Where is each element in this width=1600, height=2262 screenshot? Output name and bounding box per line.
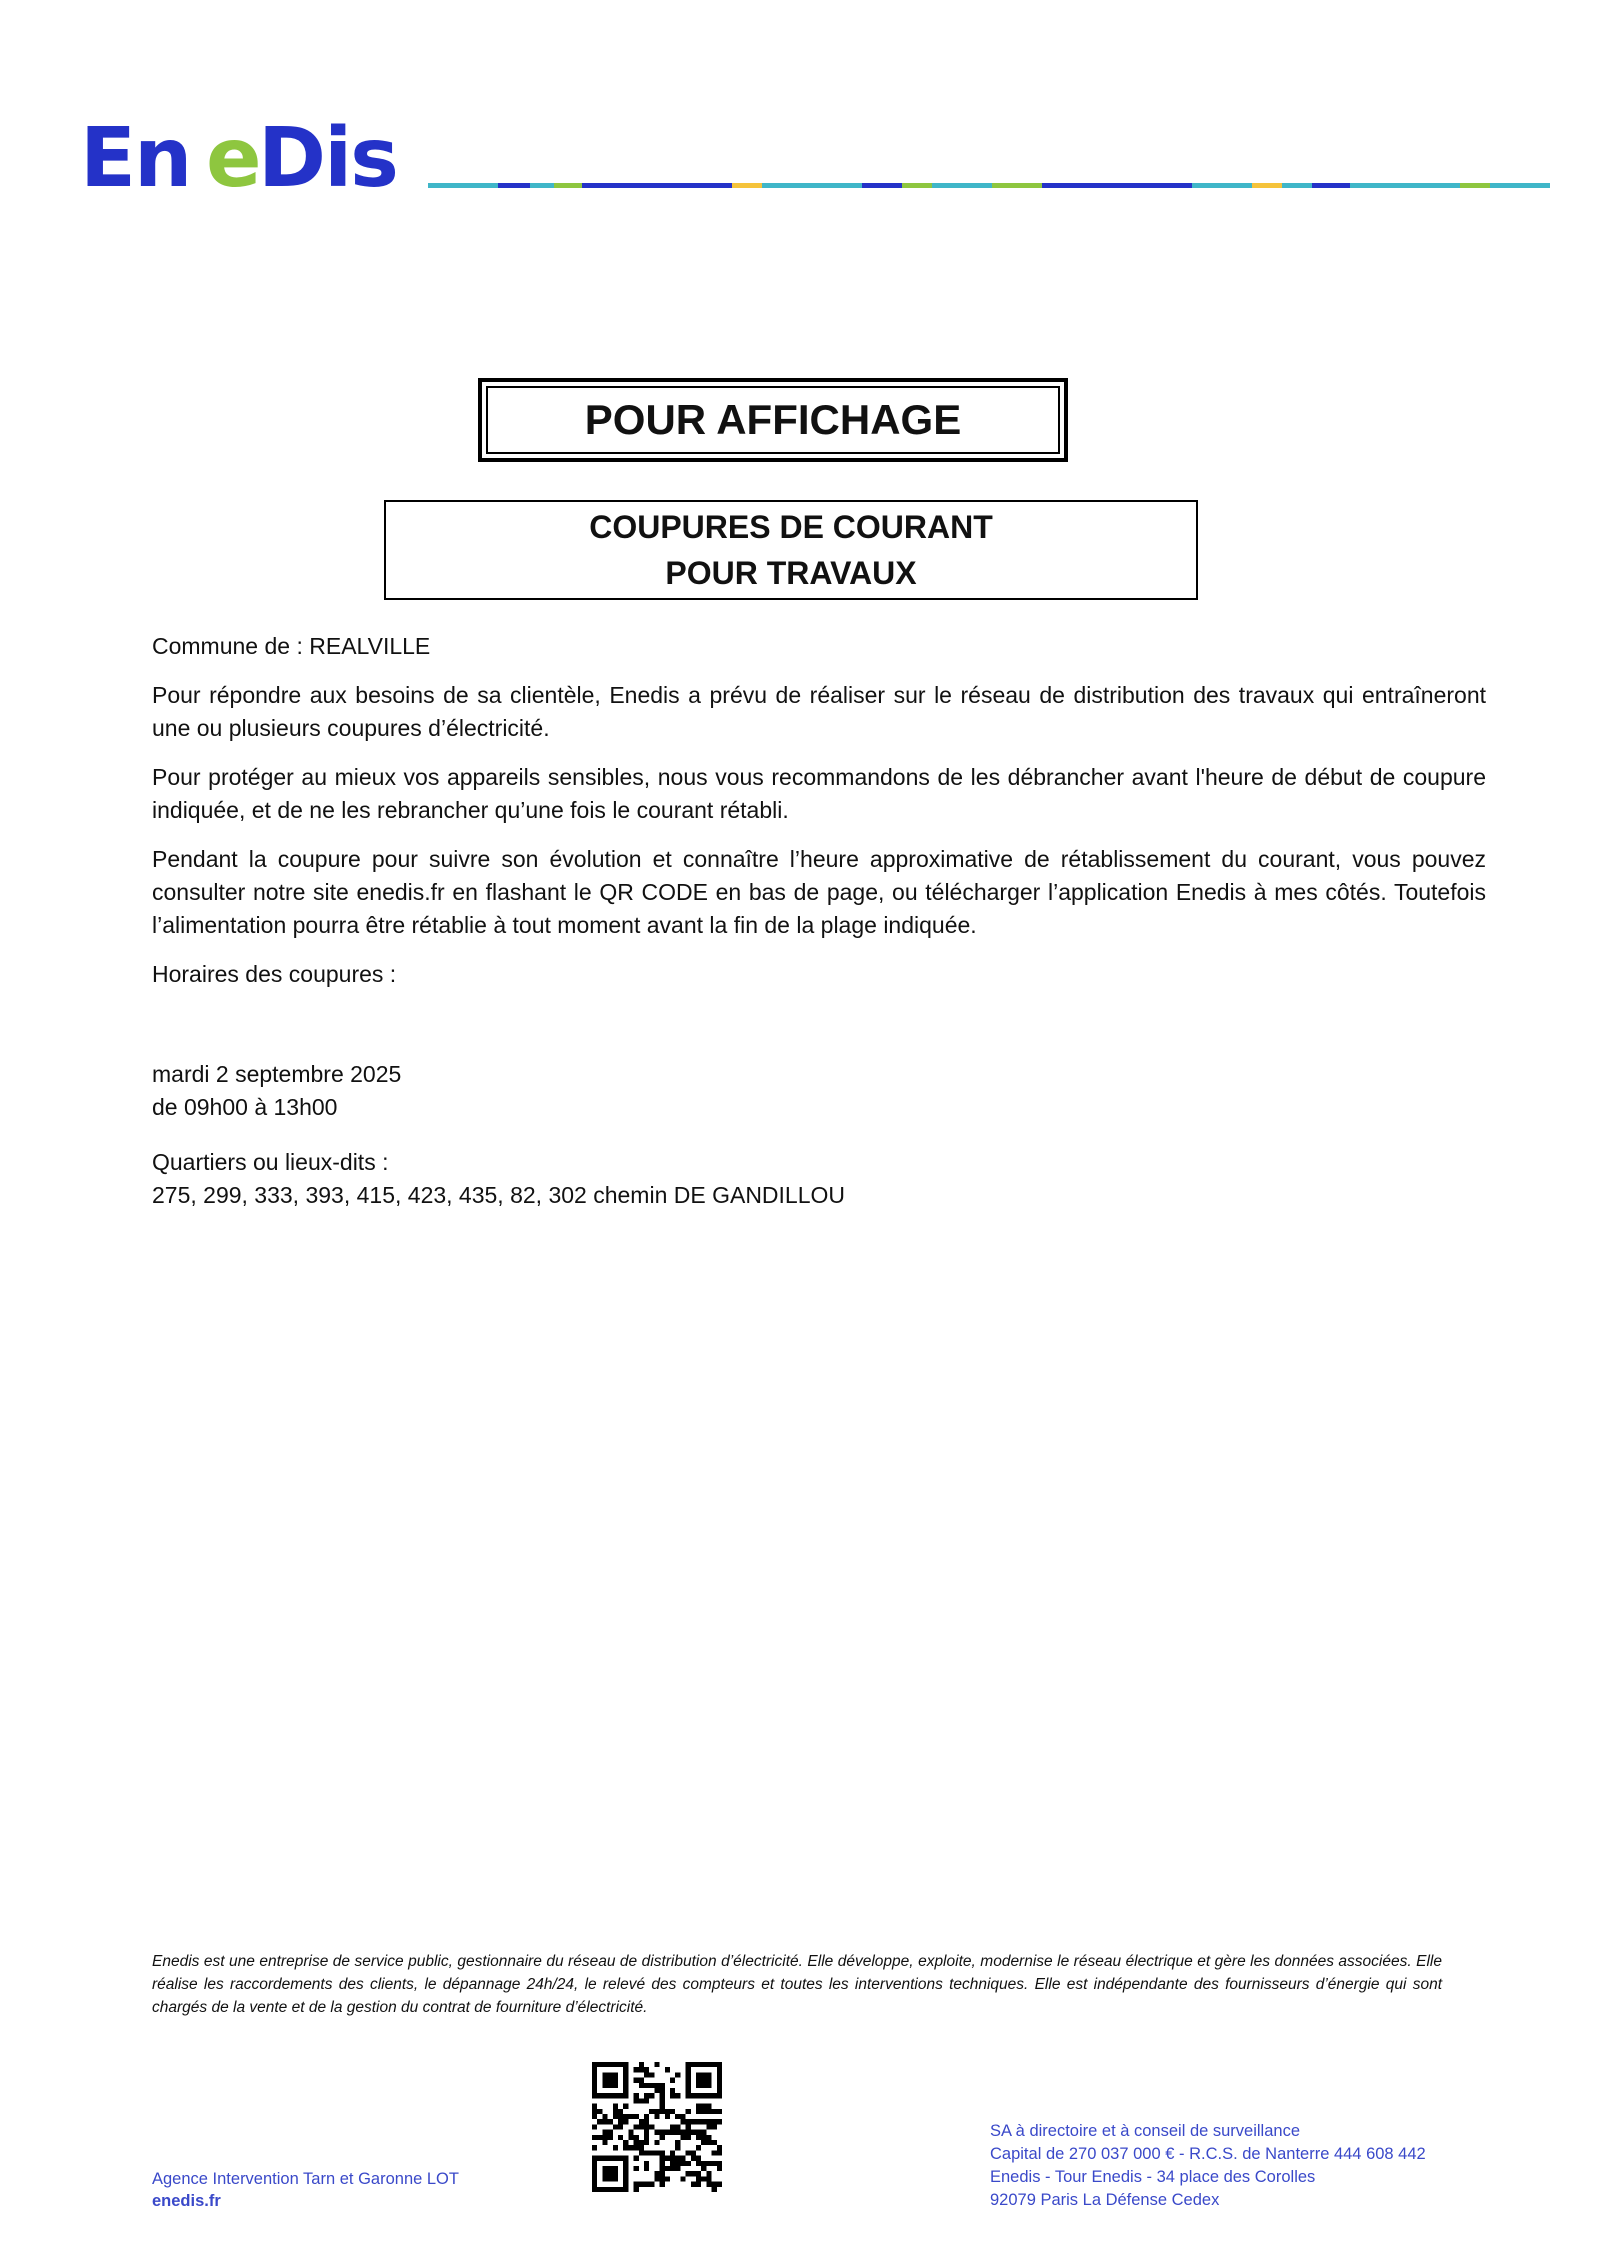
paragraph-1: Pour répondre aux besoins de sa clientèle, Enedis a prévu de réaliser sur le réseau de distribution des travaux qui entraîneront une ou plusieurs coupures d’électricité. <box>152 682 1486 741</box>
pour-affichage-title: POUR AFFICHAGE <box>486 386 1060 454</box>
company-info <box>990 2120 1426 2212</box>
svg-text:e: e <box>206 116 262 194</box>
commune-line: Commune de : REALVILLE <box>152 633 431 659</box>
company-line-2: Capital de 270 037 000 € - R.C.S. de Nanterre 444 608 442 <box>990 2145 1426 2163</box>
paragraph-3: Pendant la coupure pour suivre son évolution et connaître l’heure approximative de rétablissement du courant, vous pouvez consulter notre site enedis.fr en flashant le QR CODE en bas de page, ou télécharger l’application Enedis à mes côtés. Toutefois l’alimentation pourra être rétablie à tout moment avant la fin de la plage indiquée. <box>152 846 1486 938</box>
header-stripe <box>428 183 1590 188</box>
coupures-title-line2: POUR TRAVAUX <box>665 555 917 591</box>
enedis-logo <box>80 116 420 194</box>
horaires-label: Horaires des coupures : <box>152 961 397 987</box>
quartiers-label: Quartiers ou lieux-dits : <box>152 1149 389 1175</box>
agency-website-link[interactable]: enedis.fr <box>152 2192 221 2210</box>
notice-body <box>152 630 1486 1007</box>
coupures-title-line1: COUPURES DE COURANT <box>589 509 993 545</box>
coupures-box <box>384 500 1198 600</box>
svg-text:Dis: Dis <box>258 116 397 194</box>
company-line-4: 92079 Paris La Défense Cedex <box>990 2191 1220 2209</box>
company-line-3: Enedis - Tour Enedis - 34 place des Corolles <box>990 2168 1316 2186</box>
agency-block <box>152 2168 459 2212</box>
qr-code-icon[interactable] <box>592 2062 722 2192</box>
legal-notice: Enedis est une entreprise de service public, gestionnaire du réseau de distribution d’électricité. Elle développe, exploite, modernise le réseau électrique et gère les données associées. Elle réalise les raccordements des clients, le dépannage 24h/24, le relevé des compteurs et toutes les interventions techniques. Elle est indépendante des fournisseurs d’énergie qui sont chargés de la vente et de la gestion du contrat de fourniture d’électricité. <box>152 1953 1442 2016</box>
qr-code[interactable] <box>592 2062 722 2192</box>
company-line-1: SA à directoire et à conseil de surveillance <box>990 2122 1301 2140</box>
svg-text:En: En <box>80 116 191 194</box>
enedis-logo-mark <box>80 116 420 194</box>
schedule-block <box>152 1058 845 1212</box>
quartiers-list: 275, 299, 333, 393, 415, 423, 435, 82, 302 chemin DE GANDILLOU <box>152 1182 846 1208</box>
outage-time: de 09h00 à 13h00 <box>152 1094 338 1120</box>
outage-date: mardi 2 septembre 2025 <box>152 1061 402 1087</box>
agency-name: Agence Intervention Tarn et Garonne LOT <box>152 2170 459 2188</box>
pour-affichage-box <box>478 378 1068 462</box>
paragraph-2: Pour protéger au mieux vos appareils sensibles, nous vous recommandons de les débrancher avant l'heure de début de coupure indiquée, et de ne les rebrancher qu’une fois le courant rétabli. <box>152 764 1486 823</box>
